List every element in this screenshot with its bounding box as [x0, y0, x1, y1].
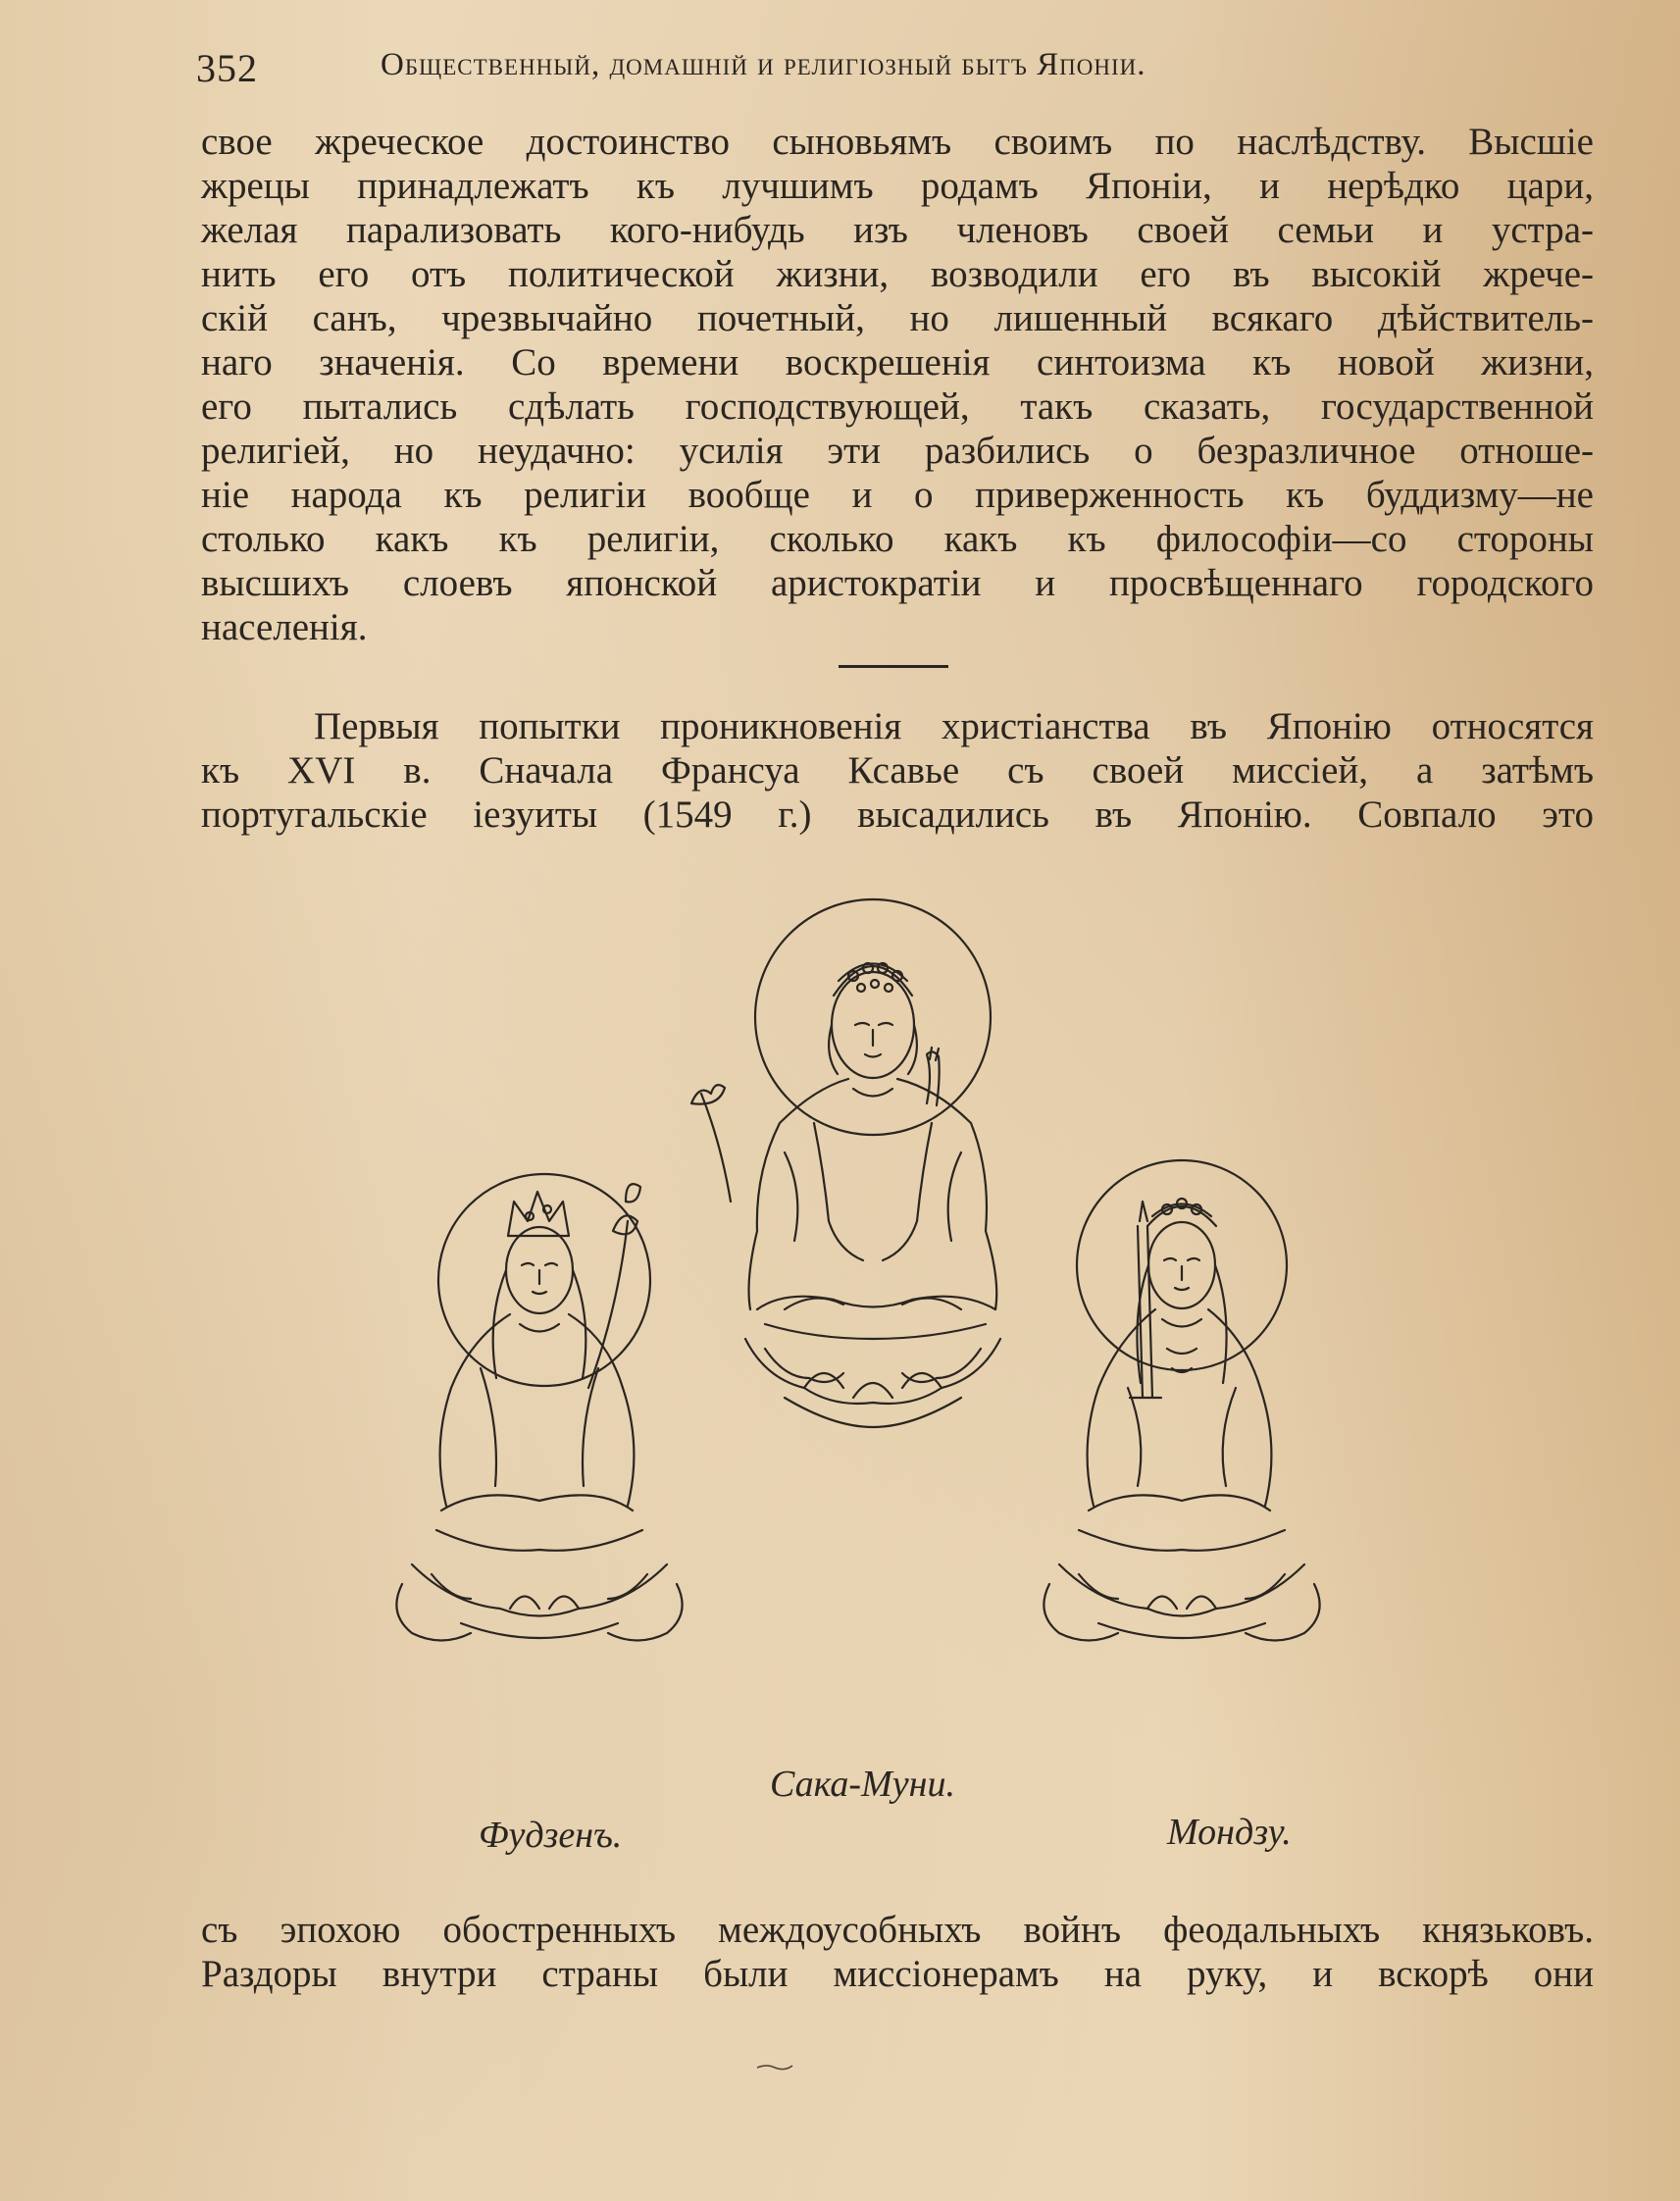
page-number: 352: [196, 46, 258, 90]
caption-saka-muni: Сака-Муни.: [770, 1764, 955, 1805]
text-line: свое жреческое достоинство сыновьямъ своимъ по наслѣдству. Высшіе: [201, 121, 1594, 163]
text-line: португальскіе іезуиты (1549 г.) высадились въ Японію. Совпало это: [201, 793, 1594, 836]
text-line: религіей, но неудачно: усилія эти разбились о безразличное отноше-: [201, 430, 1594, 472]
text-line: желая парализовать кого-нибудь изъ членовъ своей семьи и устра-: [201, 209, 1594, 251]
text-line: съ эпохою обостренныхъ междоусобныхъ войнъ феодальныхъ князьковъ.: [201, 1909, 1594, 1951]
text-line: столько какъ къ религіи, сколько какъ къ философіи—со стороны: [201, 518, 1594, 560]
page-header: [196, 37, 1589, 96]
text-line: жрецы принадлежатъ къ лучшимъ родамъ Японіи, и нерѣдко цари,: [201, 165, 1594, 207]
paragraph-2: [201, 704, 1594, 837]
ink-mark: [755, 2062, 794, 2072]
text-line: высшихъ слоевъ японской аристократіи и просвѣщеннаго городского: [201, 562, 1594, 604]
caption-mondzu: Мондзу.: [1167, 1812, 1292, 1853]
text-line: нить его отъ политической жизни, возводили его въ высокій жрече-: [201, 253, 1594, 295]
running-title: Общественный, домашній и религіозный бытъ Японіи.: [381, 47, 1146, 82]
saka-muni-figure: [691, 899, 1000, 1427]
fudzen-figure: [396, 1174, 682, 1641]
text-line: ніе народа къ религіи вообще и о приверженность къ буддизму—не: [201, 474, 1594, 516]
paragraph-1: [201, 120, 1594, 649]
section-divider: [839, 665, 948, 668]
text-line: къ XVI в. Сначала Франсуа Ксавье съ своей миссіей, а затѣмъ: [201, 749, 1594, 792]
mondzu-figure: [1044, 1160, 1319, 1641]
paragraph-3: [201, 1908, 1594, 1996]
text-line: Раздоры внутри страны были миссіонерамъ на руку, и вскорѣ они: [201, 1953, 1594, 1995]
text-line: населенія.: [201, 606, 368, 648]
text-line: наго значенія. Со времени воскрешенія синтоизма къ новой жизни,: [201, 341, 1594, 384]
text-line: его пытались сдѣлать господствующей, такъ сказать, государственной: [201, 385, 1594, 428]
text-line: Первыя попытки проникновенія христіанства въ Японію относятся: [314, 705, 1594, 747]
buddha-triad-illustration: [392, 878, 1402, 1731]
text-line: скій санъ, чрезвычайно почетный, но лишенный всякаго дѣйствитель-: [201, 297, 1594, 339]
caption-fudzen: Фудзенъ.: [479, 1815, 623, 1856]
